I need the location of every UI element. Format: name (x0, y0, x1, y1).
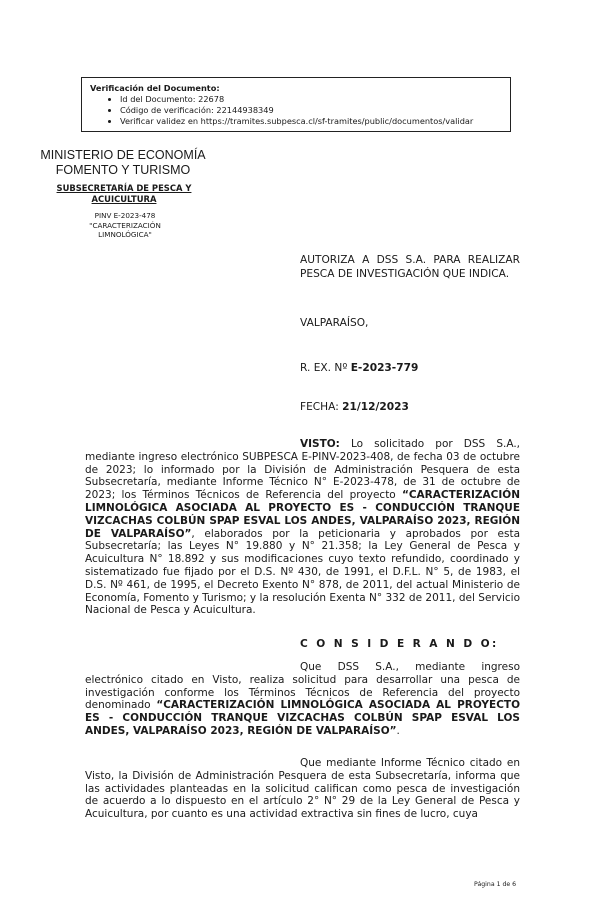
pinv-reference (60, 211, 190, 240)
subsecretaria-name (40, 183, 208, 205)
visto-section (85, 438, 520, 617)
ministry-name (30, 148, 216, 178)
verification-code: • Código de verificación: 22144938349 (120, 105, 504, 116)
verification-url[interactable]: • Verificar validez en https://tramites.subpesca.cl/sf-tramites/public/documentos/validar (120, 116, 504, 127)
cons-p1-text: Que DSS S.A., mediante ingreso electrónico citado en Visto, realiza solicitud para desarrollar una pesca de investigación conforme los Términos Técnicos de Referencia del proyecto denominado (85, 661, 520, 712)
resolution-date (300, 401, 520, 415)
resolution-title: AUTORIZA A DSS S.A. PARA REALIZAR PESCA DE INVESTIGACIÓN QUE INDICA. (300, 254, 520, 280)
considerando-paragraph-1 (85, 661, 520, 738)
cons-p1-project: “CARACTERIZACIÓN LIMNOLÓGICA ASOCIADA AL PROYECTO ES - CONDUCCIÓN TRANQUE VIZCACHAS COLBÚN SPAP ESVAL LOS ANDES, VALPARAÍSO 2023, REGIÓN DE VALPARAÍSO” (85, 699, 520, 737)
cons-p2-text: Que mediante Informe Técnico citado en Visto, la División de Administración Pesquera de esta Subsecretaría, informa que las actividades planteadas en la solicitud califican como pesca de investigación de acuerdo a lo dispuesto en el artículo 2° N° 29 de la Ley General de Pesca y Acuicultura, por cuanto es una actividad extractiva sin fines de lucro, cuya (85, 757, 520, 821)
visto-project: “CARACTERIZACIÓN LIMNOLÓGICA ASOCIADA AL PROYECTO ES - CONDUCCIÓN TRANQUE VIZCACHAS COLBÚN SPAP ESVAL LOS ANDES, VALPARAÍSO 2023, REGIÓN DE VALPARAÍSO” (85, 489, 520, 540)
verification-doc-id: • Id del Documento: 22678 (120, 94, 504, 105)
subsecretaria-line-2: ACUICULTURA (91, 194, 157, 204)
visto-text-b: , elaborados por la peticionaria y aprobados por esta Subsecretaría; las Leyes N° 19.880 y N° 21.358; la Ley General de Pesca y Acuicultura N° 18.892 y sus modificaciones cuyo texto refundido, coordinado y sistematizado fue fijado por el D.S. Nº 430, de 1991, el D.F.L. N° 5, de 1983, el D.S. Nº 461, de 1995, el Decreto Exento N° 878, de 2011, del actual Ministerio de Economía, Fomento y Turismo; y la resolución Exenta N° 332 de 2011, del Servicio Nacional de Pesca y Acuicultura. (85, 527, 520, 617)
page-number: Página 1 de 6 (474, 881, 517, 888)
subsecretaria-line-1: SUBSECRETARÍA DE PESCA Y (56, 183, 192, 193)
rex-label: R. EX. Nº (300, 362, 351, 374)
resolution-city: VALPARAÍSO, (300, 317, 369, 329)
verification-list (90, 94, 504, 127)
ministry-line-2: FOMENTO Y TURISMO (55, 163, 191, 177)
verification-box (81, 77, 511, 132)
resolution-number (300, 362, 520, 376)
date-label: FECHA: (300, 401, 343, 413)
rex-value: E-2023-779 (350, 362, 419, 374)
visto-text-a: Lo solicitado por DSS S.A., mediante ingreso electrónico SUBPESCA E-PINV-2023-408, de fecha 03 de octubre de 2023; lo informado por la División de Administración Pesquera de esta Subsecretaría, mediante Informe Técnico N° E-2023-478, de 31 de octubre de 2023; los Términos Técnicos de Referencia del proyecto (85, 438, 520, 502)
considerando-heading: C O N S I D E R A N D O: (300, 638, 499, 650)
pinv-line-1: PINV E-2023-478 "CARACTERIZACIÓN (89, 211, 161, 230)
date-value: 21/12/2023 (342, 401, 409, 413)
visto-label: VISTO: (300, 438, 340, 450)
pinv-line-2: LIMNOLÓGICA" (98, 230, 152, 239)
considerando-paragraph-2 (85, 757, 520, 821)
ministry-line-1: MINISTERIO DE ECONOMÍA (40, 148, 206, 162)
visto-paragraph (85, 438, 520, 617)
verification-title: Verificación del Documento: (90, 83, 220, 93)
cons-p1-end: . (396, 724, 400, 737)
